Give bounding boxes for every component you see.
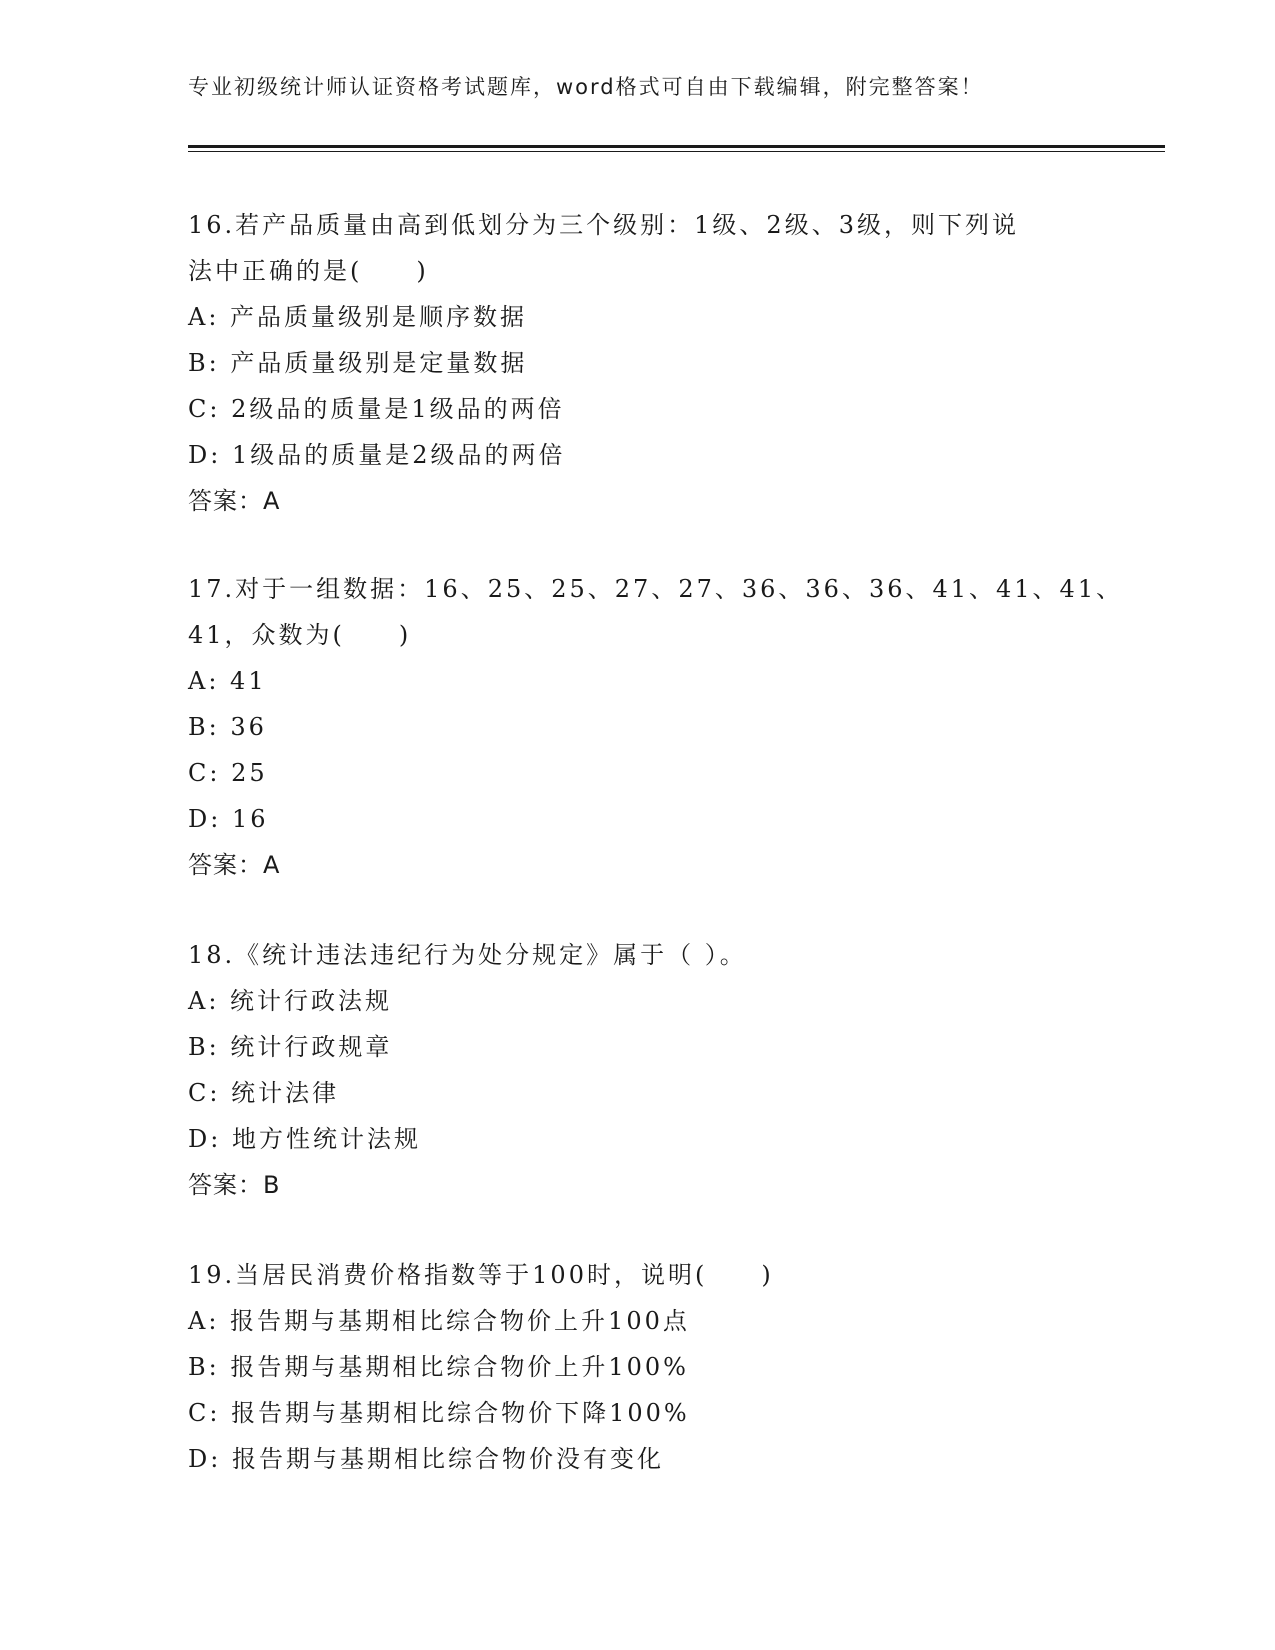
question-19 bbox=[188, 1252, 1088, 1482]
question-stem: 41，众数为( ) bbox=[188, 621, 412, 649]
question-stem: 17.对于一组数据：16、25、25、27、27、36、36、36、41、41、41、 bbox=[188, 575, 1124, 603]
option-b: B: 报告期与基期相比综合物价上升100% bbox=[188, 1353, 689, 1381]
option-a: A: 报告期与基期相比综合物价上升100点 bbox=[188, 1307, 690, 1335]
question-stem: 16.若产品质量由高到低划分为三个级别：1级、2级、3级，则下列说 bbox=[188, 211, 1019, 239]
option-b: B: 36 bbox=[188, 713, 267, 741]
option-d: D: 1级品的质量是2级品的两倍 bbox=[188, 441, 566, 469]
option-c: C: 报告期与基期相比综合物价下降100% bbox=[188, 1399, 690, 1427]
question-17 bbox=[188, 566, 1124, 888]
question-18 bbox=[188, 932, 1088, 1208]
header-rule-thick bbox=[188, 145, 1165, 148]
answer: 答案：A bbox=[188, 487, 281, 515]
option-c: C: 统计法律 bbox=[188, 1079, 340, 1107]
option-b: B: 统计行政规章 bbox=[188, 1033, 393, 1061]
option-c: C: 2级品的质量是1级品的两倍 bbox=[188, 395, 565, 423]
option-a: A: 产品质量级别是顺序数据 bbox=[188, 303, 528, 331]
option-d: D: 16 bbox=[188, 805, 269, 833]
option-a: A: 41 bbox=[188, 667, 267, 695]
option-c: C: 25 bbox=[188, 759, 268, 787]
question-stem: 法中正确的是( ) bbox=[188, 257, 429, 285]
answer: 答案：B bbox=[188, 1171, 281, 1199]
page-header: 专业初级统计师认证资格考试题库，word格式可自由下载编辑，附完整答案！ bbox=[188, 75, 984, 99]
question-16 bbox=[188, 202, 1088, 524]
question-stem: 19.当居民消费价格指数等于100时，说明( ) bbox=[188, 1261, 774, 1289]
answer: 答案：A bbox=[188, 851, 281, 879]
option-b: B: 产品质量级别是定量数据 bbox=[188, 349, 528, 377]
header-rule-thin bbox=[188, 151, 1165, 152]
option-d: D: 报告期与基期相比综合物价没有变化 bbox=[188, 1445, 664, 1473]
option-a: A: 统计行政法规 bbox=[188, 987, 393, 1015]
option-d: D: 地方性统计法规 bbox=[188, 1125, 421, 1153]
question-stem: 18.《统计违法违纪行为处分规定》属于（ ）。 bbox=[188, 941, 747, 969]
